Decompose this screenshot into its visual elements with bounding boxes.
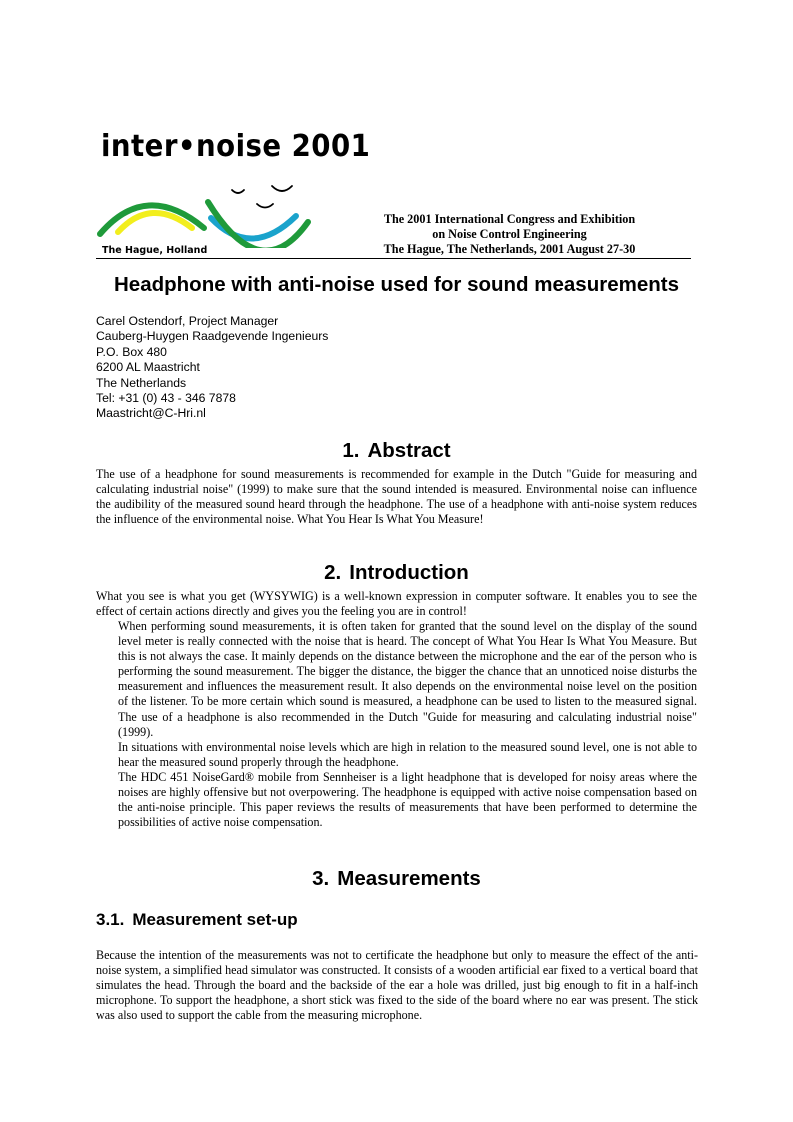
intro-paragraph-1: What you see is what you get (WYSYWIG) is a well-known expression in computer software. It enables you to see the effect of certain actions directly and gives you the feeling you are in control! (96, 589, 697, 619)
intro-indented-block (118, 619, 697, 830)
section-number: 2. (324, 561, 342, 584)
logo-wordmark: inter•noise 2001 (101, 129, 371, 164)
author-pobox: P.O. Box 480 (96, 344, 167, 359)
intro-paragraph-2: When performing sound measurements, it is often taken for granted that the sound level on the display of the sound level meter is really connected with the noise that is heard. The concept of What You Hear Is What You Measure. But this is not always the case. It mainly depends on the distance between the microphone and the ear of the person who is performing the sound measurement. The bigger the distance, the bigger the chance that an unnoticed noise disturbs the measurement and influences the measurement result. It also depends on the environmental noise level on the position of the listener. To be more certain which sound is measured, a headphone can be used to listen to the measured signal. The use of a headphone is also recommended in the Dutch "Guide for measuring and calculating industrial noise" (1999). (118, 619, 697, 739)
conference-line-1: The 2001 International Congress and Exhibition (383, 212, 636, 226)
section-title: Introduction (349, 561, 469, 584)
intro-paragraph-4: The HDC 451 NoiseGard® mobile from Sennheiser is a light headphone that is developed for noisy areas where the noises are highly offensive but not overpowering. The headphone is equipped with active noise compensation based on the anti-noise principle. This paper reviews the results of measurements that have been performed to determine the possibilities of active noise compensation. (118, 769, 697, 830)
conference-info (352, 212, 667, 257)
conference-line-3: The Hague, The Netherlands, 2001 August 27-30 (383, 242, 636, 256)
section-title: Abstract (367, 439, 451, 462)
section-heading-measurements (0, 867, 793, 891)
section-title: Measurements (337, 867, 481, 890)
abstract-paragraph: The use of a headphone for sound measurements is recommended for example in the Dutch "Guide for measuring and calculating industrial noise" (1999) to make sure that the sound intended is measured. Environmental noise can influence the audibility of the measured sound heard through the headphone. The use of a headphone with anti-noise system reduces the influence of the environmental noise. What You Hear Is What You Measure! (96, 467, 697, 527)
subsection-title: Measurement set-up (132, 910, 298, 929)
section-heading-introduction (0, 561, 793, 585)
section-number: 1. (342, 439, 360, 462)
paper-title: Headphone with anti-noise used for sound measurements (114, 273, 679, 296)
author-block (96, 314, 328, 422)
measurement-setup-paragraph: Because the intention of the measurements was not to certificate the headphone but only to measure the effect of the anti-noise system, a simplified head simulator was constructed. It consists of a wooden artificial ear fixed to a vertical board that simulates the head. Through the board and the backside of the ear a hole was drilled, just big enough to fit in a half-inch microphone. To support the headphone, a short stick was fixed to the side of the board where no ear was present. The stick was also used to support the cable from the measuring microphone. (96, 948, 698, 1023)
subsection-heading-setup (96, 910, 298, 930)
author-phone: Tel: +31 (0) 43 - 346 7878 (96, 391, 236, 406)
section-number: 3. (312, 867, 330, 890)
author-company: Cauberg-Huygen Raadgevende Ingenieurs (96, 329, 329, 344)
section-heading-abstract (0, 439, 793, 463)
intro-paragraph-3: In situations with environmental noise levels which are high in relation to the measured sound level, one is not able to hear the measured sound properly through the headphone. (118, 739, 697, 769)
subsection-number: 3.1. (96, 910, 125, 929)
header-divider (96, 258, 691, 259)
logo-waves-graphic (96, 178, 316, 248)
author-email: Maastricht@C-Hri.nl (96, 406, 206, 421)
author-city: 6200 AL Maastricht (96, 360, 200, 375)
author-country: The Netherlands (96, 375, 187, 390)
conference-line-2: on Noise Control Engineering (432, 227, 587, 241)
author-name: Carel Ostendorf, Project Manager (96, 314, 279, 328)
logo-place-text: The Hague, Holland (102, 245, 208, 256)
